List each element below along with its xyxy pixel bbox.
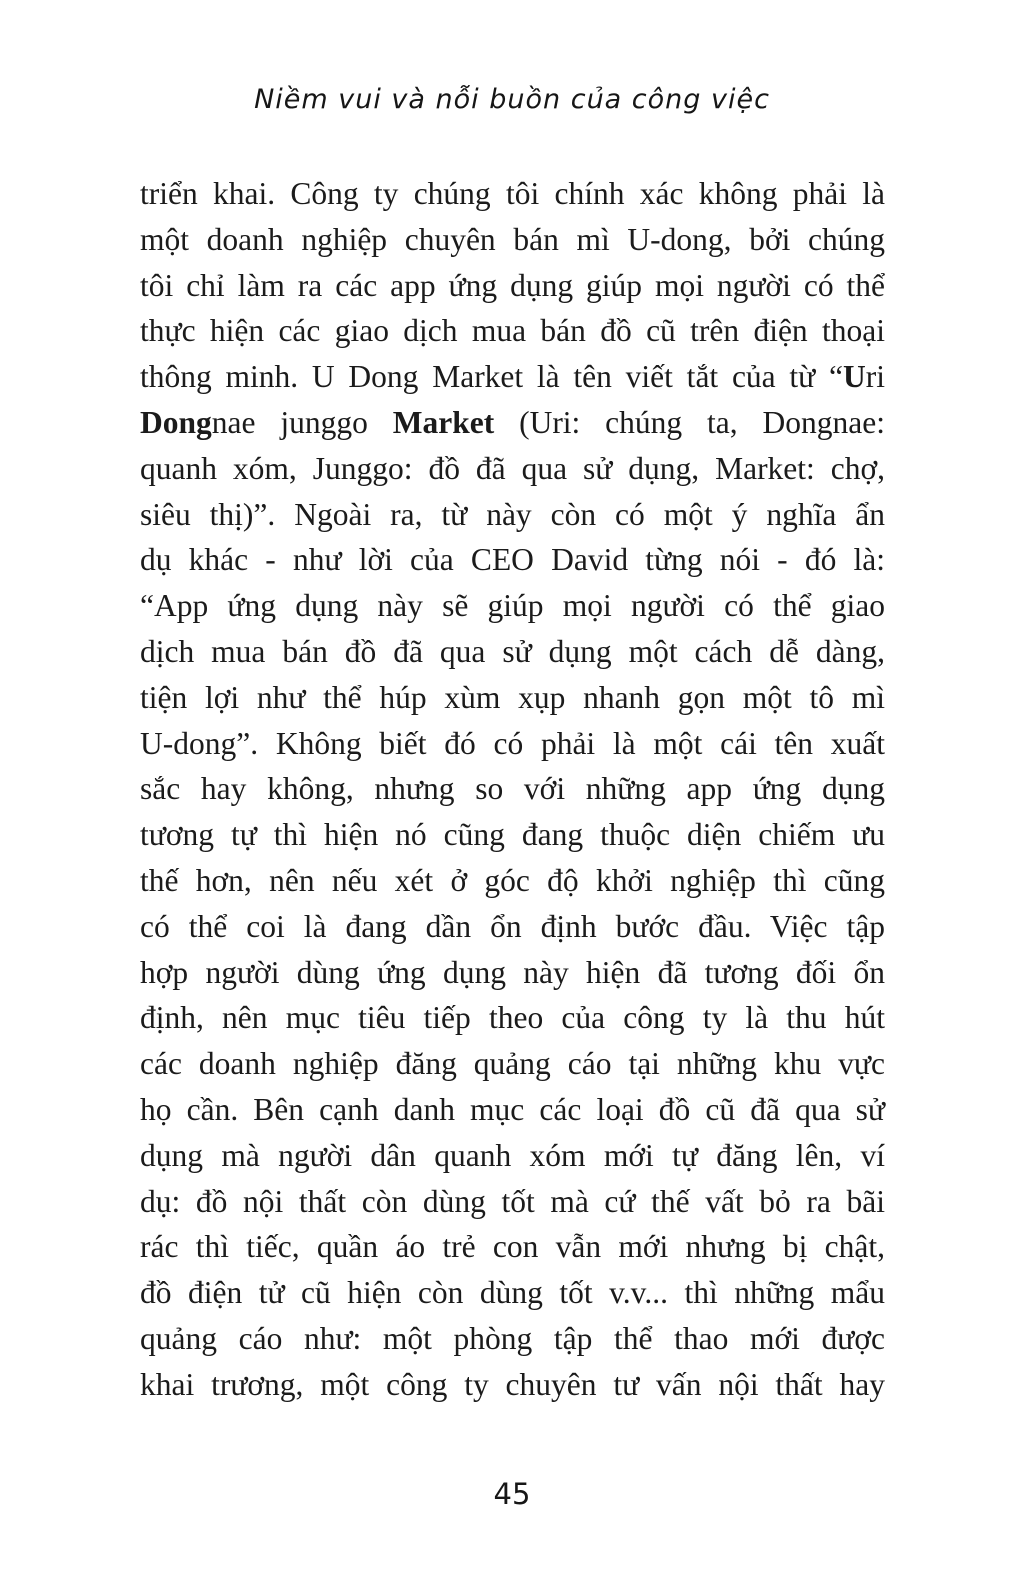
text-line: siêu thị)”. Ngoài ra, từ này còn có một ý nghĩa ẩn	[140, 496, 885, 532]
text-line: các doanh nghiệp đăng quảng cáo tại những khu vực	[140, 1046, 885, 1082]
text-line: dụ khác - như lời của CEO David từng nói - đó là:	[140, 542, 885, 578]
text-line: thông minh. U Dong Market là tên viết tắt của từ “Uri	[140, 359, 885, 395]
text-line: khai trương, một công ty chuyên tư vấn nội thất hay	[140, 1366, 885, 1402]
page-number: 45	[493, 1477, 531, 1511]
text-line: sắc hay không, nhưng so với những app ứng dụng	[140, 771, 885, 807]
running-header: Niềm vui và nỗi buồn của công việc	[254, 84, 770, 115]
body-text	[140, 171, 885, 1408]
text-line: thực hiện các giao dịch mua bán đồ cũ trên điện thoại	[140, 313, 885, 349]
text-line: một doanh nghiệp chuyên bán mì U-dong, bởi chúng	[140, 221, 885, 257]
text-line: đồ điện tử cũ hiện còn dùng tốt v.v... thì những mẩu	[140, 1275, 885, 1311]
text-line: hợp người dùng ứng dụng này hiện đã tương đối ổn	[140, 954, 885, 990]
text-line: họ cần. Bên cạnh danh mục các loại đồ cũ đã qua sử	[140, 1091, 885, 1127]
text-line: định, nên mục tiêu tiếp theo của công ty là thu hút	[140, 1000, 885, 1036]
text-line: “App ứng dụng này sẽ giúp mọi người có thể giao	[140, 588, 885, 624]
text-line: quanh xóm, Junggo: đồ đã qua sử dụng, Market: chợ,	[140, 450, 885, 486]
text-line: tôi chỉ làm ra các app ứng dụng giúp mọi người có thể	[140, 267, 885, 303]
text-line: quảng cáo như: một phòng tập thể thao mới được	[140, 1320, 885, 1356]
text-line: U-dong”. Không biết đó có phải là một cái tên xuất	[140, 725, 885, 761]
text-line: tương tự thì hiện nó cũng đang thuộc diện chiếm ưu	[140, 817, 885, 853]
text-line: Dongnae junggo Market (Uri: chúng ta, Dongnae:	[140, 404, 885, 440]
text-line: dụng mà người dân quanh xóm mới tự đăng lên, ví	[140, 1137, 885, 1173]
text-line: có thể coi là đang dần ổn định bước đầu. Việc tập	[140, 908, 885, 944]
text-line: thế hơn, nên nếu xét ở góc độ khởi nghiệp thì cũng	[140, 862, 885, 898]
text-line: dịch mua bán đồ đã qua sử dụng một cách dễ dàng,	[140, 633, 885, 669]
text-line: dụ: đồ nội thất còn dùng tốt mà cứ thế vất bỏ ra bãi	[140, 1183, 885, 1219]
text-line: rác thì tiếc, quần áo trẻ con vẫn mới nhưng bị chật,	[140, 1229, 885, 1265]
text-line: tiện lợi như thể húp xùm xụp nhanh gọn một tô mì	[140, 679, 885, 715]
text-line: triển khai. Công ty chúng tôi chính xác không phải là	[140, 176, 885, 211]
